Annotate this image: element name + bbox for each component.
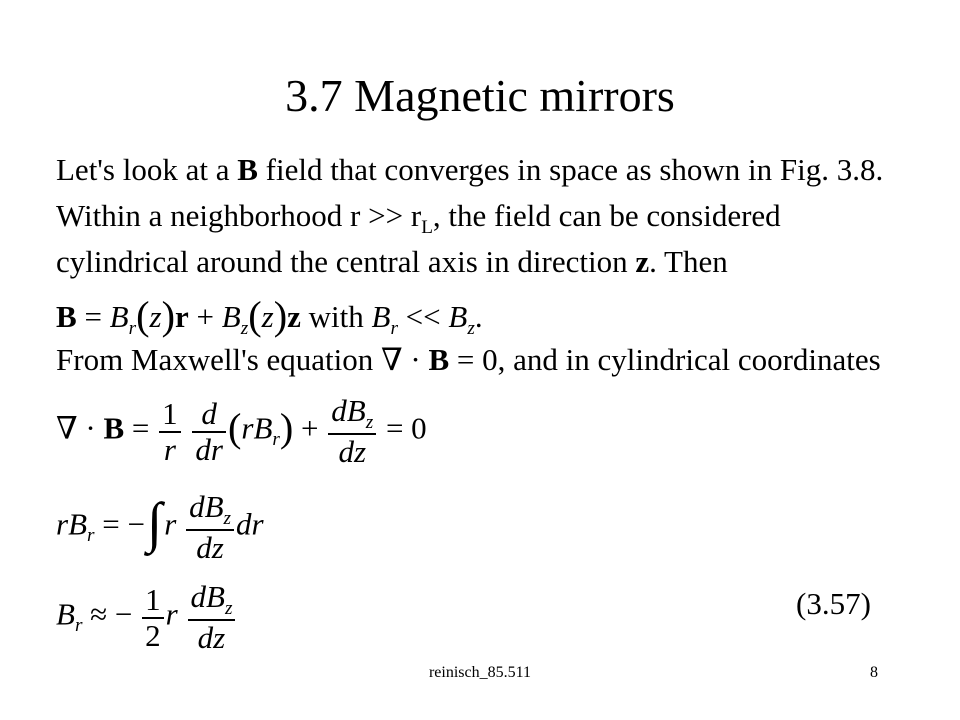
page-number: 8 (870, 664, 878, 681)
bold-r: r (175, 299, 189, 334)
paren-open-2: ( (248, 293, 262, 338)
fraction-dBz-over-dz (328, 394, 376, 469)
text-line-1 (56, 150, 883, 190)
var-z: z (149, 299, 162, 334)
bold-B: B (237, 152, 258, 187)
equation-divergence (56, 394, 427, 469)
frac-num: dB (189, 489, 224, 524)
eq3-lhs: B (56, 596, 75, 632)
line2-text-c: , the field can be considered (432, 198, 781, 233)
frac-den: r (159, 431, 181, 467)
sub-r: r (128, 317, 137, 339)
frac-den: 2 (142, 617, 164, 653)
paren-open: ( (136, 293, 150, 338)
approx-minus: ≈ − (82, 596, 133, 632)
integral-sign: ∫ (146, 491, 163, 554)
frac-num: dB (190, 579, 225, 614)
line5-text-a: From Maxwell's equation ∇ · (56, 342, 429, 377)
period: . (474, 299, 483, 334)
eq2-lhs: rB (56, 506, 87, 542)
nabla-dot: ∇ · (56, 410, 104, 446)
frac-num-sub: z (224, 597, 233, 619)
frac-den: dz (328, 433, 376, 469)
eq-equals: = (76, 299, 110, 334)
bold-z: z (635, 244, 650, 279)
eq-B: B (56, 299, 77, 334)
much-less: << (397, 299, 449, 334)
eq1-rhs: = 0 (378, 410, 427, 446)
sub-r-3: r (272, 429, 280, 451)
sub-z: z (240, 317, 249, 339)
eq-Bz: B (221, 299, 241, 334)
equation-number: (3.57) (796, 586, 871, 621)
eq2-r: r (164, 506, 177, 542)
frac-num-sub: z (223, 507, 231, 529)
plus: + (188, 299, 222, 334)
line5-text-c: = 0, and in cylindrical coordinates (449, 342, 881, 377)
eq1-equals: = (124, 410, 158, 446)
fraction-d-over-dr (192, 397, 226, 467)
fraction-dBz-over-dz-3 (188, 580, 236, 655)
eq-Bz-2: B (448, 299, 468, 334)
subscript-L: L (421, 216, 433, 238)
frac-num: 1 (145, 581, 161, 617)
eq-Br-2: B (371, 299, 391, 334)
text-line-2 (56, 196, 781, 241)
eq1-B: B (103, 410, 125, 446)
sub-r-4: r (87, 525, 95, 547)
frac-num: 1 (162, 395, 178, 431)
eq2-equals-minus: = − (94, 506, 145, 542)
rB-term: rB (241, 410, 273, 446)
frac-den: dz (186, 529, 234, 565)
fraction-1-over-2 (142, 583, 164, 653)
frac-num: d (201, 395, 217, 431)
paren-close-2: ) (273, 293, 288, 338)
text-line-5 (56, 340, 881, 380)
line3-text-c: . Then (649, 244, 728, 279)
equation-integral (56, 490, 264, 565)
fraction-dBz-over-dz-2 (186, 490, 234, 565)
frac-num: dB (331, 393, 366, 428)
text-line-4 (56, 294, 483, 342)
frac-num-sub: z (365, 411, 374, 433)
line3-text-a: cylindrical around the central axis in direction (56, 244, 636, 279)
bold-z-2: z (287, 299, 301, 334)
line2-text-a: Within a neighborhood r >> r (56, 198, 422, 233)
with-text: with (300, 299, 372, 334)
text-line-3 (56, 242, 728, 282)
equation-approx (56, 580, 237, 655)
paren-close-3: ) (279, 404, 294, 450)
fraction-1-over-r (159, 397, 181, 467)
frac-den: dr (192, 431, 226, 467)
plus-2: + (293, 410, 327, 446)
sub-r-2: r (390, 317, 398, 339)
paren-open-3: ( (227, 404, 242, 450)
sub-z-2: z (467, 317, 475, 339)
line1-text-c: field that converges in space as shown in Fig. 3.8. (257, 152, 884, 187)
eq3-r: r (165, 596, 178, 632)
eq2-dr: dr (236, 506, 264, 542)
var-z-2: z (261, 299, 274, 334)
sub-r-5: r (74, 615, 83, 637)
eq-Br: B (109, 299, 129, 334)
frac-den: dz (188, 619, 236, 655)
bold-B-2: B (428, 342, 450, 377)
footer-course: reinisch_85.511 (428, 664, 532, 681)
slide-title: 3.7 Magnetic mirrors (285, 70, 675, 121)
paren-close: ) (161, 293, 176, 338)
line1-text-a: Let's look at a (56, 152, 238, 187)
